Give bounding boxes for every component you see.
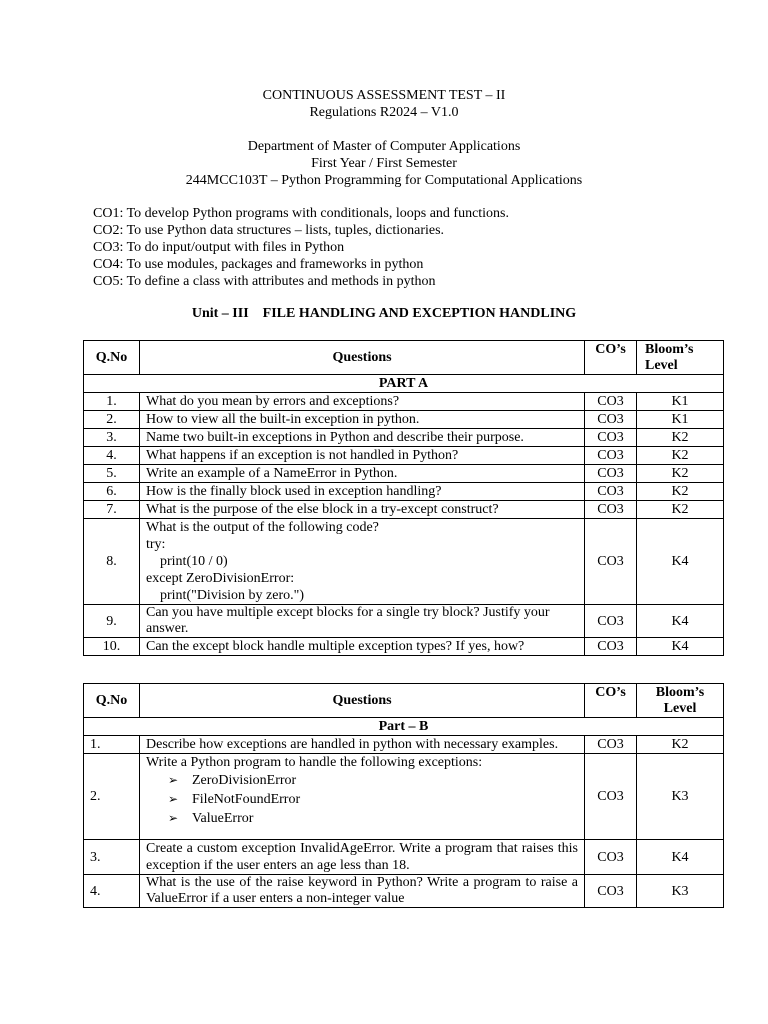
table-row [84, 411, 724, 429]
bloom-header: Bloom’s Level [637, 684, 724, 718]
question-number: 4. [84, 875, 140, 908]
code-line: print(10 / 0) [160, 554, 228, 569]
bloom-header: Bloom’s Level [637, 341, 724, 375]
bloom-level: K2 [637, 465, 724, 483]
part-a-label-row [84, 375, 724, 393]
table-row [84, 393, 724, 411]
course-outcome: CO4: To use modules, packages and frameworks in python [93, 257, 424, 272]
course-outcomes [93, 205, 713, 290]
table-row [84, 875, 724, 908]
table-row [84, 465, 724, 483]
code-line: except ZeroDivisionError: [146, 571, 295, 586]
question-number: 5. [84, 465, 140, 483]
qno-header: Q.No [84, 684, 140, 718]
co-value: CO3 [585, 638, 637, 656]
cos-header: CO’s [585, 684, 637, 718]
co-value: CO3 [585, 754, 637, 840]
question-text: How to view all the built-in exception in python. [140, 411, 585, 429]
co-value: CO3 [585, 429, 637, 447]
table-row [84, 605, 724, 638]
table-row [84, 429, 724, 447]
bloom-level: K2 [637, 736, 724, 754]
question-text: What is the purpose of the else block in a try-except construct? [140, 501, 585, 519]
bloom-level: K4 [637, 519, 724, 605]
bloom-level: K1 [637, 411, 724, 429]
code-line: try: [146, 537, 166, 552]
question-text-with-list [140, 754, 585, 840]
question-number: 1. [84, 736, 140, 754]
document-header [0, 87, 768, 189]
part-b-label-row [84, 718, 724, 736]
co-value: CO3 [585, 840, 637, 875]
test-title: CONTINUOUS ASSESSMENT TEST – II [262, 88, 506, 103]
table-row [84, 519, 724, 605]
bloom-level: K2 [637, 429, 724, 447]
year-semester: First Year / First Semester [311, 156, 457, 171]
unit-label: Unit – III [191, 306, 249, 321]
table-row [84, 754, 724, 840]
question-text-with-code [140, 519, 585, 605]
question-number: 2. [84, 411, 140, 429]
list-item: ➢ ZeroDivisionError [168, 771, 578, 790]
co-value: CO3 [585, 411, 637, 429]
course-outcome: CO3: To do input/output with files in Python [93, 240, 345, 255]
co-value: CO3 [585, 519, 637, 605]
unit-name: FILE HANDLING AND EXCEPTION HANDLING [262, 306, 577, 321]
department: Department of Master of Computer Applications [247, 139, 521, 154]
question-text: What is the use of the raise keyword in Python? Write a program to raise a ValueError if a user enters a non-integer value [140, 875, 585, 908]
question-number: 4. [84, 447, 140, 465]
question-text: Can you have multiple except blocks for a single try block? Justify your answer. [140, 605, 585, 638]
table-row [84, 501, 724, 519]
bloom-level: K1 [637, 393, 724, 411]
part-b-table [83, 683, 724, 908]
table-row [84, 840, 724, 875]
question-number: 7. [84, 501, 140, 519]
bloom-level: K3 [637, 875, 724, 908]
question-text: What do you mean by errors and exceptions? [140, 393, 585, 411]
table-row [84, 447, 724, 465]
co-value: CO3 [585, 605, 637, 638]
question-text: Create a custom exception InvalidAgeError. Write a program that raises this exception if the user enters an age less than 18. [140, 840, 585, 875]
code-line: print("Division by zero.") [160, 588, 305, 603]
question-text: Describe how exceptions are handled in python with necessary examples. [140, 736, 585, 754]
co-value: CO3 [585, 501, 637, 519]
question-number: 9. [84, 605, 140, 638]
co-value: CO3 [585, 483, 637, 501]
questions-header: Questions [140, 341, 585, 375]
question-text: What is the output of the following code? [146, 520, 379, 535]
question-number: 10. [84, 638, 140, 656]
question-number: 3. [84, 840, 140, 875]
list-item: ➢ ValueError [168, 809, 578, 828]
qno-header: Q.No [84, 341, 140, 375]
question-number: 3. [84, 429, 140, 447]
table-row [84, 638, 724, 656]
question-number: 8. [84, 519, 140, 605]
questions-header: Questions [140, 684, 585, 718]
co-value: CO3 [585, 875, 637, 908]
bloom-level: K4 [637, 840, 724, 875]
cos-header: CO’s [585, 341, 637, 375]
course-title: 244MCC103T – Python Programming for Computational Applications [185, 173, 583, 188]
table-row [84, 483, 724, 501]
question-text: What happens if an exception is not handled in Python? [140, 447, 585, 465]
list-item: ➢ FileNotFoundError [168, 790, 578, 809]
regulations: Regulations R2024 – V1.0 [309, 105, 459, 120]
part-a-label: PART A [84, 375, 724, 393]
table-header-row [84, 684, 724, 718]
question-number: 2. [84, 754, 140, 840]
bloom-level: K2 [637, 483, 724, 501]
co-value: CO3 [585, 447, 637, 465]
question-number: 6. [84, 483, 140, 501]
question-text: Write a Python program to handle the following exceptions: [146, 755, 483, 770]
co-value: CO3 [585, 465, 637, 483]
unit-title [0, 305, 768, 322]
part-a-table [83, 340, 724, 656]
question-text: Can the except block handle multiple exception types? If yes, how? [140, 638, 585, 656]
part-b-label: Part – B [84, 718, 724, 736]
bloom-level: K2 [637, 501, 724, 519]
co-value: CO3 [585, 736, 637, 754]
table-header-row [84, 341, 724, 375]
question-text: Write an example of a NameError in Python. [140, 465, 585, 483]
course-outcome: CO1: To develop Python programs with conditionals, loops and functions. [93, 206, 510, 221]
course-outcome: CO5: To define a class with attributes and methods in python [93, 274, 436, 289]
question-number: 1. [84, 393, 140, 411]
bloom-level: K3 [637, 754, 724, 840]
exception-list [146, 771, 578, 828]
question-text: Name two built-in exceptions in Python and describe their purpose. [140, 429, 585, 447]
co-value: CO3 [585, 393, 637, 411]
table-row [84, 736, 724, 754]
bloom-level: K2 [637, 447, 724, 465]
question-text: How is the finally block used in exception handling? [140, 483, 585, 501]
bloom-level: K4 [637, 605, 724, 638]
bloom-level: K4 [637, 638, 724, 656]
course-outcome: CO2: To use Python data structures – lists, tuples, dictionaries. [93, 223, 445, 238]
